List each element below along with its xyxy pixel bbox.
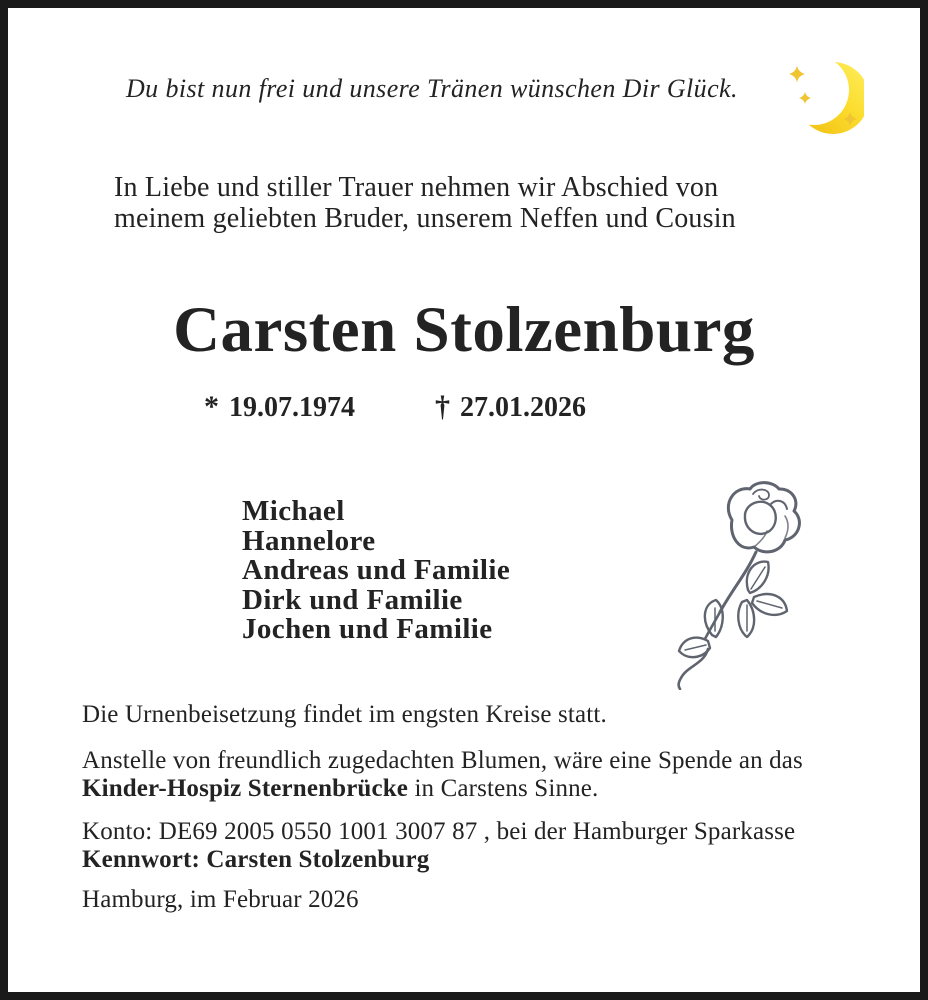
birth-star-symbol: * — [204, 390, 219, 423]
rose-icon — [668, 478, 826, 690]
burial-note: Die Urnenbeisetzung findet im engsten Kreise statt. — [82, 701, 607, 728]
birth-date-item — [204, 390, 355, 424]
mourner-name: Michael — [242, 495, 345, 527]
intro-line-1: In Liebe und stiller Trauer nehmen wir Abschied von — [114, 172, 719, 203]
mourners-list — [242, 497, 510, 645]
mourner-name: Jochen und Familie — [242, 613, 493, 645]
birth-date: 19.07.1974 — [229, 392, 355, 423]
closing-line: Hamburg, im Februar 2026 — [82, 886, 359, 913]
bank-keyword-line: Kennwort: Carsten Stolzenburg — [82, 845, 430, 873]
mourner-name: Hannelore — [242, 524, 376, 557]
donation-line-2-rest: in Carstens Sinne. — [408, 774, 599, 802]
intro-text — [114, 172, 736, 234]
crescent-moon-icon — [786, 52, 864, 144]
death-cross-symbol: † — [435, 390, 450, 423]
life-dates — [204, 390, 586, 424]
donation-note — [82, 747, 803, 802]
deceased-name: Carsten Stolzenburg — [173, 294, 755, 366]
donation-hospice-name: Kinder-Hospiz Sternenbrücke — [82, 774, 409, 802]
death-date-item — [435, 390, 586, 424]
bank-details — [82, 818, 795, 873]
epigraph-quote: Du bist nun frei und unsere Tränen wünschen Dir Glück. — [126, 74, 738, 103]
death-date: 27.01.2026 — [460, 392, 586, 423]
donation-line-1: Anstelle von freundlich zugedachten Blumen, wäre eine Spende an das — [82, 747, 803, 774]
mourner-name: Dirk und Familie — [242, 583, 463, 616]
donation-line-2 — [82, 775, 803, 803]
bank-account-line: Konto: DE69 2005 0550 1001 3007 87 , bei der Hamburger Sparkasse — [82, 818, 796, 845]
intro-line-2: meinem geliebten Bruder, unserem Neffen und Cousin — [114, 203, 736, 234]
mourner-name: Andreas und Familie — [242, 554, 511, 586]
